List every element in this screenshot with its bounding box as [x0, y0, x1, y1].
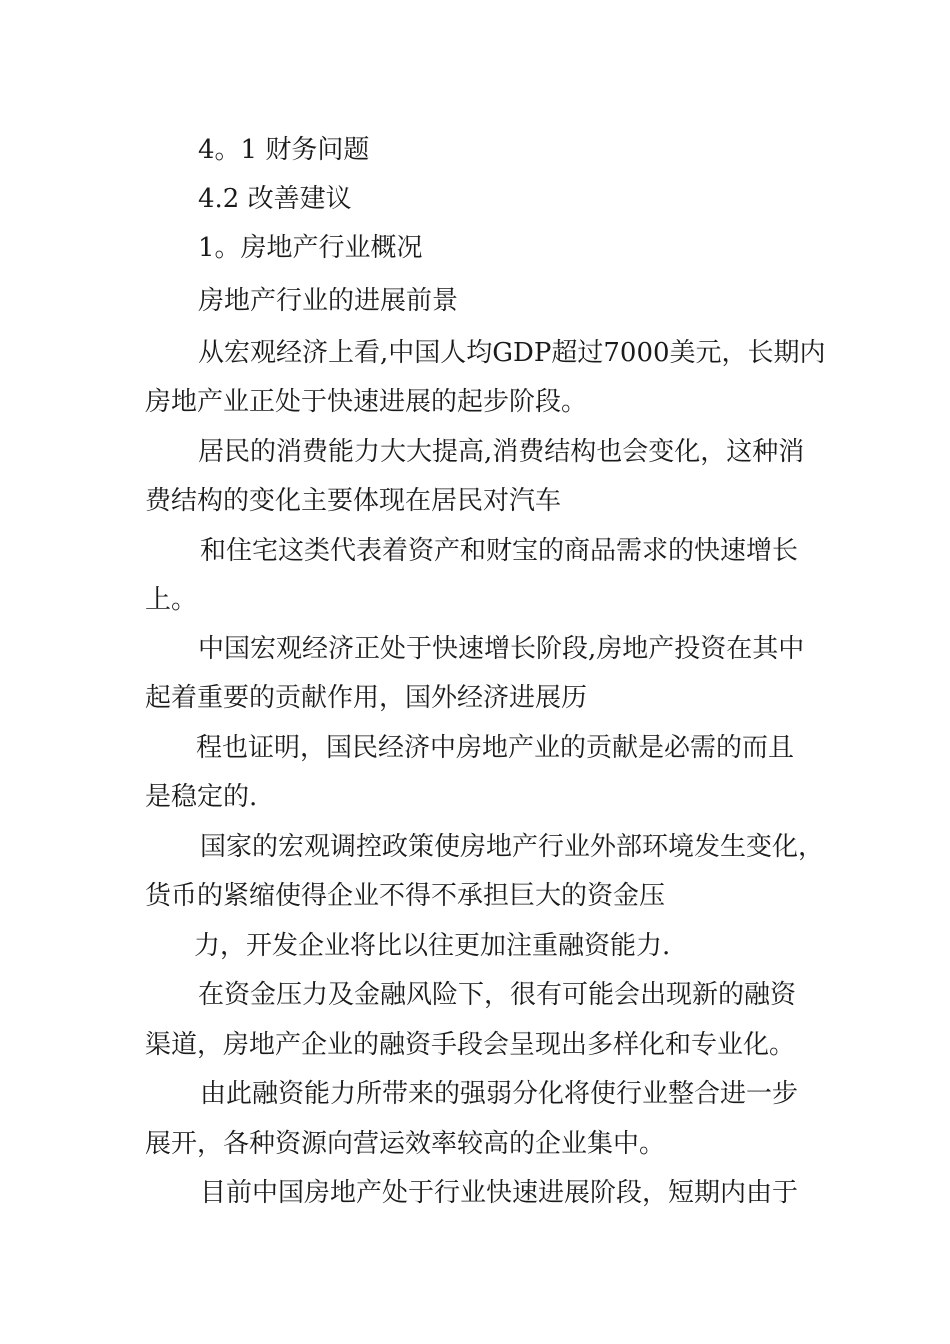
subsection-heading: 房地产行业的进展前景 [198, 286, 459, 316]
text-line: 费结构的变化主要体现在居民对汽车 [145, 486, 562, 516]
text-line: 程也证明，国民经济中房地产业的贡献是必需的而且 [196, 733, 795, 763]
text-line: 上。 [145, 585, 198, 615]
text-line: 是稳定的. [145, 782, 258, 812]
text-line: 渠道，房地产企业的融资手段会呈现出多样化和专业化。 [145, 1030, 796, 1060]
toc-entry-4-2: 4.2 改善建议 [198, 184, 352, 214]
text-line: 房地产业正处于快速进展的起步阶段。 [145, 387, 588, 417]
text-line: 货币的紧缩使得企业不得不承担巨大的资金压 [145, 881, 666, 911]
text-line: 国家的宏观调控政策使房地产行业外部环境发生变化， [200, 832, 825, 862]
section-heading: 1。房地产行业概况 [198, 233, 423, 263]
toc-entry-4-1: 4。1 财务问题 [198, 135, 370, 165]
text-line: 在资金压力及金融风险下，很有可能会出现新的融资 [198, 980, 797, 1010]
text-line: 力，开发企业将比以往更加注重融资能力. [194, 931, 671, 961]
text-line: 和住宅这类代表着资产和财宝的商品需求的快速增长 [200, 536, 799, 566]
text-line: 由此融资能力所带来的强弱分化将使行业整合进一步 [200, 1079, 799, 1109]
text-line: 从宏观经济上看,中国人均GDP超过7000美元，长期内 [198, 338, 826, 368]
text-line: 居民的消费能力大大提高,消费结构也会变化，这种消 [198, 437, 805, 467]
text-line: 起着重要的贡献作用，国外经济进展历 [145, 683, 588, 713]
text-line: 展开，各种资源向营运效率较高的企业集中。 [145, 1129, 666, 1159]
text-line: 中国宏观经济正处于快速增长阶段,房地产投资在其中 [198, 634, 805, 664]
text-line: 目前中国房地产处于行业快速进展阶段，短期内由于 [200, 1178, 799, 1208]
